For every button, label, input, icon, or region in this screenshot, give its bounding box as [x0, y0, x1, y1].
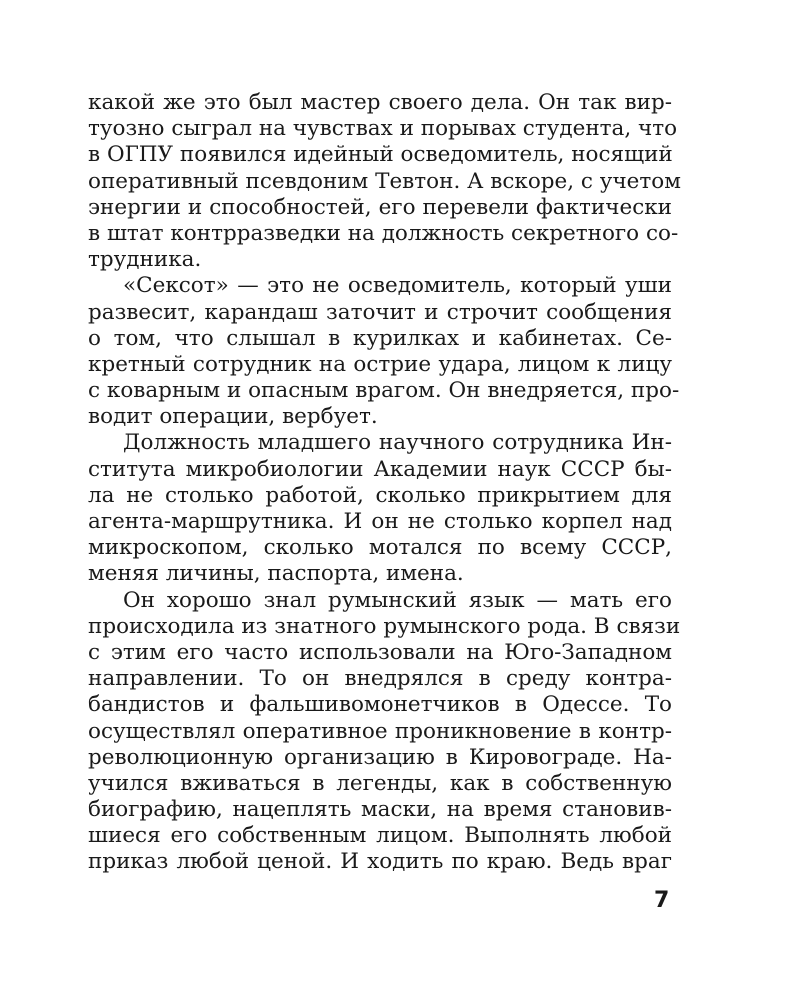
- text-line: Он хорошо знал румынский язык — мать его: [123, 587, 672, 613]
- text-line: биографию, нацеплять маски, на время становив-: [88, 797, 672, 823]
- text-line: шиеся его собственным лицом. Выполнять любой: [88, 823, 672, 849]
- text-line: в ОГПУ появился идейный осведомитель, носящий: [88, 142, 673, 168]
- text-line: водит операции, вербует.: [88, 404, 378, 430]
- paragraph-3: [88, 430, 672, 587]
- text-line: энергии и способностей, его перевели фактически: [88, 194, 672, 220]
- text-line: оперативный псевдоним Тевтон. А вскоре, с учетом: [88, 168, 681, 194]
- text-line: с этим его часто использовали на Юго-Западном: [88, 639, 672, 665]
- page-number: 7: [654, 888, 670, 913]
- text-line: микроскопом, сколько мотался по всему СССР,: [88, 535, 672, 561]
- text-line: туозно сыграл на чувствах и порывах студента, что: [88, 116, 678, 142]
- text-line: направлении. То он внедрялся в среду контра-: [88, 666, 672, 692]
- text-line: развесит, карандаш заточит и строчит сообщения: [88, 299, 672, 325]
- text-line: кретный сотрудник на острие удара, лицом к лицу: [88, 351, 672, 377]
- text-line: учился вживаться в легенды, как в собственную: [88, 770, 672, 796]
- text-line: бандистов и фальшивомонетчиков в Одессе. То: [88, 692, 672, 718]
- text-line: ла не столько работой, сколько прикрытием для: [88, 482, 672, 508]
- paragraph-1: [88, 90, 681, 273]
- text-line: агента-маршрутника. И он не столько корпел над: [88, 509, 672, 534]
- text-line: Должность младшего научного сотрудника Ин-: [123, 430, 672, 456]
- body-text: [88, 90, 681, 876]
- text-line: в штат контрразведки на должность секретного со-: [88, 220, 679, 246]
- text-line: с коварным и опасным врагом. Он внедряется, про-: [88, 378, 680, 404]
- text-line: ститута микробиологии Академии наук СССР бы-: [88, 456, 672, 482]
- text-line: приказ любой ценой. И ходить по краю. Ведь враг: [88, 849, 672, 875]
- text-line: революционную организацию в Кировограде. На-: [88, 744, 672, 770]
- text-line: какой же это был мастер своего дела. Он так вир-: [88, 90, 672, 115]
- text-line: трудника.: [88, 247, 202, 273]
- text-line: «Сексот» — это не осведомитель, который уши: [123, 273, 672, 299]
- paragraph-2: [88, 273, 680, 430]
- paragraph-4: [88, 587, 681, 876]
- text-line: меняя личины, паспорта, имена.: [88, 561, 464, 587]
- text-line: о том, что слышал в курилках и кабинетах. Се-: [88, 325, 672, 351]
- text-line: осуществлял оперативное проникновение в контр-: [88, 718, 672, 744]
- text-line: происходила из знатного румынского рода. В связи: [88, 613, 681, 639]
